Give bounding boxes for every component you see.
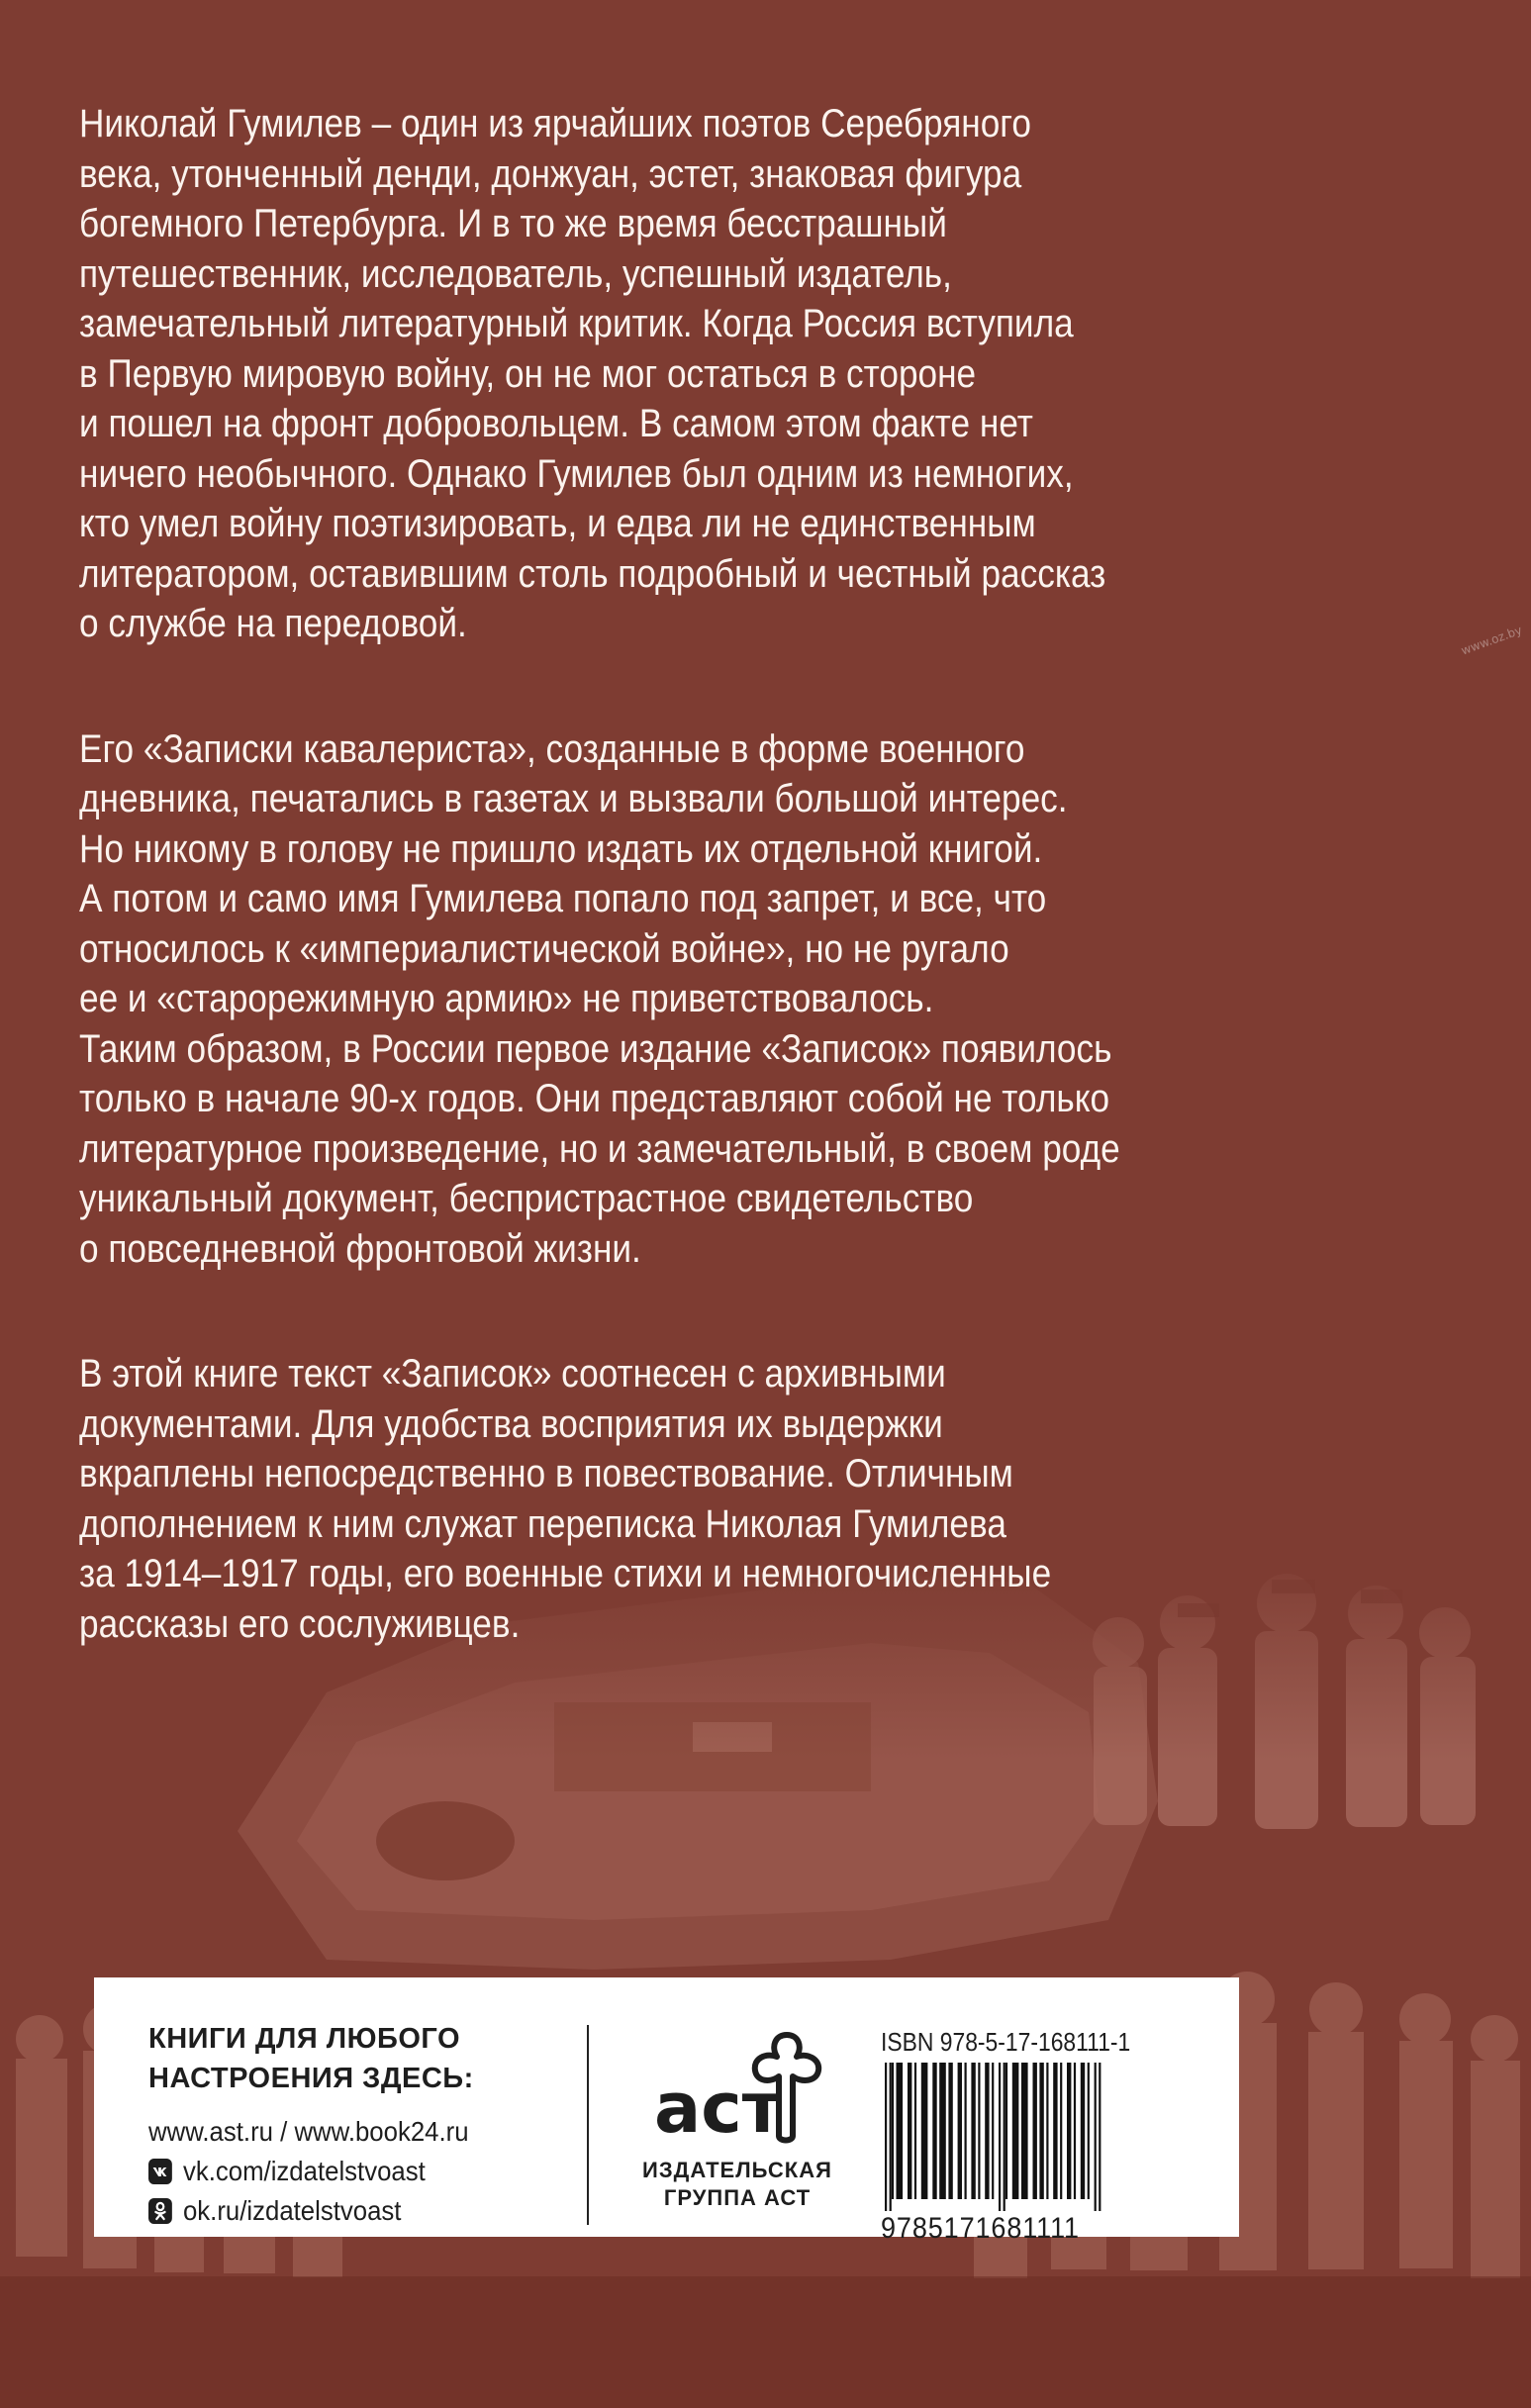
text-line: о службе на передовой.: [79, 602, 467, 645]
text-line: относилось к «империалистической войне», но не ругало: [79, 926, 1009, 971]
ok-link[interactable]: [148, 2191, 469, 2231]
barcode-bar: [1004, 2063, 1005, 2211]
barcode-bar: [1053, 2063, 1057, 2199]
text-line: дневника, печатались в газетах и вызвали большой интерес.: [79, 777, 1068, 820]
barcode-bar: [971, 2063, 975, 2199]
barcode-bar: [1021, 2063, 1028, 2199]
barcode-bar: [1039, 2063, 1043, 2199]
barcode-bar: [1046, 2063, 1048, 2199]
text-line: ничего необычного. Однако Гумилев был одним из немногих,: [79, 451, 1074, 496]
barcode-bar: [1005, 2063, 1007, 2199]
barcode-bar: [958, 2063, 962, 2199]
paragraph-2: [79, 724, 1177, 1275]
watermark: www.oz.by: [1459, 623, 1524, 658]
text-line: дополнением к ним служат переписка Николая Гумилева: [79, 1501, 1006, 1546]
text-line: в Первую мировую войну, он не мог остаться в стороне: [79, 351, 977, 396]
barcode-bar: [908, 2063, 911, 2199]
paragraph-3: [79, 1349, 1177, 1649]
isbn-text: ISBN 978-5-17-168111-1: [881, 2027, 1131, 2057]
book-description: [79, 99, 1177, 1724]
barcode-digits: 9785171681111: [881, 2212, 1080, 2245]
ast-logo: [638, 2025, 836, 2149]
ok-text: ok.ru/izdatelstvoast: [182, 2195, 402, 2226]
text-line: Николай Гумилев – один из ярчайших поэтов Серебряного: [79, 102, 1031, 145]
text-line: о повседневной фронтовой жизни.: [79, 1226, 641, 1271]
barcode-bar: [890, 2063, 892, 2211]
publisher-logo-block: [619, 2025, 856, 2212]
paragraph-1: [79, 99, 1177, 649]
vk-icon: [148, 2159, 172, 2184]
barcode-bar: [992, 2063, 994, 2199]
barcode-bar: [921, 2063, 928, 2199]
ast-logo-text: аст: [654, 2068, 783, 2149]
publisher-name-line: ИЗДАТЕЛЬСКАЯ: [642, 2158, 832, 2182]
barcode-bar: [932, 2063, 936, 2199]
text-line: ее и «старорежимную армию» не приветствовалось.: [79, 977, 934, 1020]
barcode-bar: [1088, 2063, 1090, 2199]
website-link[interactable]: [148, 2112, 469, 2152]
barcode-bar: [892, 2063, 894, 2199]
text-line: кто умел войну поэтизировать, и едва ли не единственным: [79, 502, 1036, 545]
text-line: богемного Петербурга. И в то же время бесстрашный: [79, 202, 947, 245]
barcode-bar: [948, 2063, 952, 2199]
barcode-bar: [999, 2063, 1001, 2211]
text-line: документами. Для удобства восприятия их выдержки: [79, 1401, 943, 1446]
slogan: [148, 2019, 497, 2098]
text-line: А потом и само имя Гумилева попало под запрет, и все, что: [79, 877, 1047, 920]
barcode-bar: [1012, 2063, 1019, 2199]
text-line: замечательный литературный критик. Когда Россия вступила: [79, 302, 1074, 345]
contact-links: [148, 2019, 497, 2231]
barcode-bar: [1033, 2063, 1037, 2199]
barcode-bar: [1060, 2063, 1062, 2199]
barcode-bar: [1095, 2063, 1097, 2211]
barcode-bar: [914, 2063, 916, 2199]
barcode-bar: [1099, 2063, 1100, 2211]
publisher-name-line: ГРУППА АСТ: [663, 2185, 812, 2210]
text-line: века, утонченный денди, донжуан, эстет, знаковая фигура: [79, 151, 1022, 196]
barcode-bar: [1074, 2063, 1076, 2199]
vk-text: vk.com/izdatelstvoast: [182, 2156, 426, 2186]
text-line: В этой книге текст «Записок» соотнесен с архивными: [79, 1352, 946, 1396]
divider: [587, 2025, 589, 2225]
barcode-bar: [897, 2063, 904, 2199]
publisher-info-box: [94, 1977, 1239, 2245]
text-line: Его «Записки кавалериста», созданные в форме военного: [79, 726, 1025, 771]
barcode-bar: [885, 2063, 887, 2211]
text-line: только в начале 90-х годов. Они представляют собой не только: [79, 1077, 1110, 1120]
barcode-bar: [1067, 2063, 1071, 2199]
text-line: Но никому в голову не пришло издать их отдельной книгой.: [79, 826, 1043, 871]
text-line: рассказы его сослуживцев.: [79, 1601, 521, 1646]
text-line: за 1914–1917 годы, его военные стихи и немногочисленные: [79, 1552, 1052, 1595]
barcode-bar: [965, 2063, 967, 2199]
vk-link[interactable]: [148, 2152, 469, 2191]
text-line: вкраплены непосредственно в повествование. Отличным: [79, 1452, 1013, 1495]
text-line: Таким образом, в России первое издание «Записок» появилось: [79, 1026, 1112, 1071]
slogan-line: НАСТРОЕНИЯ ЗДЕСЬ:: [148, 2063, 474, 2094]
text-line: литератором, оставившим столь подробный и честный рассказ: [79, 551, 1106, 596]
barcode-bar: [978, 2063, 980, 2199]
website-text: www.ast.ru / www.book24.ru: [148, 2116, 469, 2147]
text-line: литературное произведение, но и замечательный, в своем роде: [79, 1126, 1120, 1171]
barcode: [881, 2063, 1178, 2211]
publisher-name: [619, 2157, 856, 2212]
isbn-block: [881, 2027, 1207, 2245]
barcode-bar: [985, 2063, 989, 2199]
barcode-bar: [939, 2063, 946, 2199]
odnoklassniki-icon: [148, 2198, 172, 2224]
text-line: уникальный документ, беспристрастное свидетельство: [79, 1177, 974, 1220]
text-line: и пошел на фронт добровольцем. В самом этом факте нет: [79, 402, 1033, 445]
text-line: путешественник, исследователь, успешный издатель,: [79, 251, 952, 296]
barcode-bar: [1081, 2063, 1085, 2199]
slogan-line: КНИГИ ДЛЯ ЛЮБОГО: [148, 2023, 461, 2055]
